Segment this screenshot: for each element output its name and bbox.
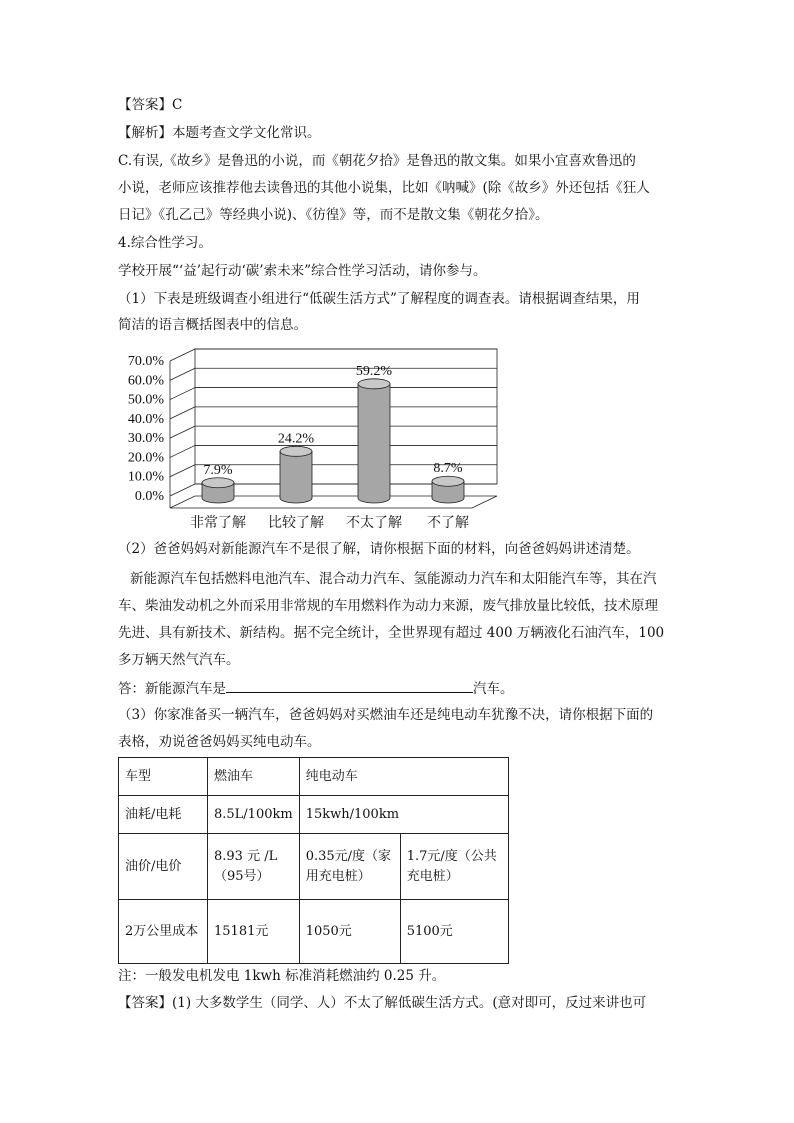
gridline-side (170, 349, 195, 361)
bar-top (432, 476, 464, 486)
bar-top (280, 446, 312, 456)
answer-blank[interactable] (226, 678, 473, 693)
table-row (119, 900, 509, 964)
analysis-title: 【解析】本题考查文学文化常识。 (118, 125, 321, 141)
table-cell: 8.93 元 /L （95号） (208, 834, 300, 900)
data-label: 24.2% (277, 431, 315, 447)
q2-text: （2）爸爸妈妈对新能源汽车不是很了解，请你根据下面的材料，向爸爸妈妈讲述清楚。 (118, 541, 640, 557)
data-label: 8.7% (433, 461, 463, 477)
table-cell: 1.7元/度（公共充电桩） (400, 834, 508, 900)
q1-text-2: 简洁的语言概括图表中的信息。 (118, 317, 307, 333)
x-tick-label: 比较了解 (268, 516, 324, 531)
table-row (119, 834, 509, 900)
bar-不太了解 (356, 364, 393, 503)
q3-text-2: 表格，劝说爸爸妈妈买纯电动车。 (118, 734, 321, 750)
table-cell: 车型 (119, 758, 208, 796)
y-tick-label: 20.0% (127, 450, 164, 466)
table-cell: 油价/电价 (119, 834, 208, 900)
answer-prefix: 答：新能源汽车是 (118, 681, 226, 697)
data-label: 7.9% (203, 462, 233, 478)
question-4-title: 4.综合性学习。 (118, 235, 212, 251)
gridline-side (170, 407, 195, 419)
material-text-3: 先进、具有新技术、新结构。据不完全统计，全世界现有超过 400 万辆液化石油汽车，100 (118, 625, 665, 641)
table-cell: 纯电动车 (299, 758, 508, 796)
table-cell: 5100元 (400, 900, 508, 964)
bar-top (202, 478, 234, 488)
table-row (119, 796, 509, 834)
gridline-side (170, 368, 195, 380)
y-tick-label: 70.0% (127, 354, 164, 369)
gridline-side (170, 445, 195, 457)
y-tick-label: 50.0% (127, 392, 164, 408)
y-tick-label: 60.0% (127, 373, 164, 389)
table-cell: 油耗/电耗 (119, 796, 208, 834)
car-comparison-table (118, 757, 509, 964)
table-row (119, 758, 509, 796)
answer-section: 【答案】(1) 大多数学生（同学、人）不太了解低碳生活方式。(意对即可，反过来讲也可 (118, 995, 647, 1011)
gridline-side (170, 484, 195, 496)
gridline-side (170, 388, 195, 400)
activity-intro: 学校开展“‘益’起行动‘碳’索未来”综合性学习活动，请你参与。 (118, 263, 487, 279)
analysis-text-2: 小说，老师应该推荐他去读鲁迅的其他小说集，比如《呐喊》(除《故乡》外还包括《狂人 (118, 180, 650, 196)
q1-text-1: （1）下表是班级调查小组进行“低碳生活方式”了解程度的调查表。请根据调查结果，用 (118, 291, 640, 307)
bar-非常了解 (202, 463, 234, 503)
table-cell: 1050元 (299, 900, 400, 964)
y-tick-label: 10.0% (127, 469, 164, 485)
material-text-4: 多万辆天然气汽车。 (118, 652, 240, 668)
bar-不了解 (432, 461, 464, 503)
analysis-text-3: 日记》《孔乙己》等经典小说)、《彷徨》等，而不是散文集《朝花夕拾》。 (118, 207, 549, 223)
table-cell: 燃油车 (208, 758, 300, 796)
y-tick-label: 30.0% (127, 431, 164, 447)
bar-body (280, 451, 312, 503)
table-cell: 2万公里成本 (119, 900, 208, 964)
table-cell: 15181元 (208, 900, 300, 964)
material-text-2: 车、柴油发动机之外而采用非常规的车用燃料作为动力来源，废气排放量比较低，技术原理 (118, 598, 658, 614)
material-text-1: 新能源汽车包括燃料电池汽车、混合动力汽车、氢能源动力汽车和太阳能汽车等，其在汽 (130, 571, 657, 587)
answer-blank-line (118, 678, 514, 698)
answer-c: 【答案】C (118, 97, 183, 113)
y-tick-label: 0.0% (134, 489, 164, 504)
gridline-side (170, 465, 195, 477)
y-tick-label: 40.0% (127, 411, 164, 427)
bar-比较了解 (278, 431, 315, 503)
answer-suffix: 汽车。 (473, 681, 514, 697)
bar-top (358, 379, 390, 389)
x-tick-label: 不太了解 (346, 516, 402, 531)
survey-bar-chart (110, 336, 510, 536)
x-tick-label: 非常了解 (190, 516, 246, 531)
gridline-side (170, 426, 195, 438)
table-cell: 8.5L/100km (208, 796, 300, 834)
q3-text-1: （3）你家准备买一辆汽车，爸爸妈妈对买燃油车还是纯电动车犹豫不决，请你根据下面的 (118, 707, 654, 723)
analysis-text-1: C.有误,《故乡》是鲁迅的小说，而《朝花夕拾》是鲁迅的散文集。如果小宜喜欢鲁迅的 (118, 153, 636, 169)
table-note: 注：一般发电机发电 1kwh 标准消耗燃油约 0.25 升。 (118, 968, 446, 984)
table-cell: 0.35元/度（家用充电桩） (299, 834, 400, 900)
x-tick-label: 不了解 (427, 516, 469, 531)
bar-body (358, 384, 390, 503)
table-cell: 15kwh/100km (299, 796, 508, 834)
data-label: 59.2% (355, 363, 393, 379)
